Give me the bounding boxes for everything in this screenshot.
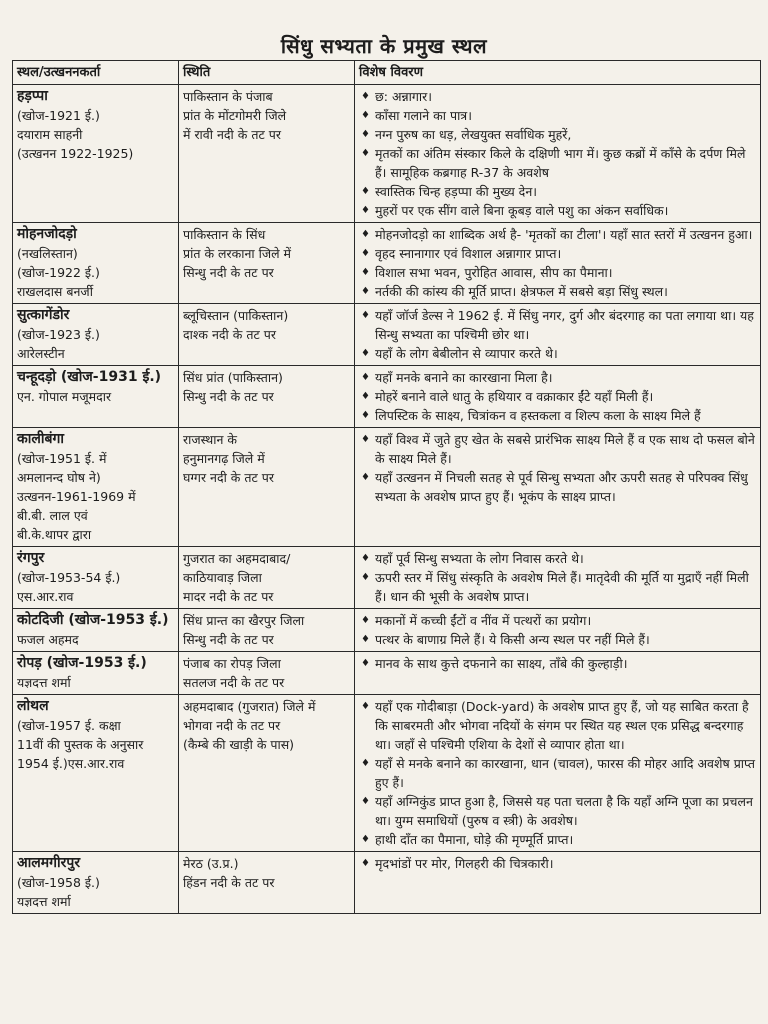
details-cell [355,223,761,304]
location-line: ब्लूचिस्तान (पाकिस्तान) [183,308,289,323]
site-info-line: यज्ञदत्त शर्मा [17,675,71,690]
site-info-line: फजल अहमद [17,632,79,647]
table-row [13,366,761,428]
table-row [13,547,761,609]
location-line: पाकिस्तान के सिंध [183,227,266,242]
site-info-line: (खोज-1951 ई. में [17,451,107,466]
details-list [359,854,756,873]
location-line: सिन्धु नदी के तट पर [183,389,274,404]
location-line: हिंडन नदी के तट पर [183,875,275,890]
detail-item: ♦ यहाँ के लोग बेबीलोन से व्यापार करते थे। [359,344,756,363]
site-info-line: (नखलिस्तान) [17,246,78,261]
site-cell [13,223,179,304]
location-line: गुजरात का अहमदाबाद/ [183,551,291,566]
site-info-line: उत्खनन-1961-1969 में [17,489,136,504]
site-name: हड़प्पा [17,88,48,104]
details-list [359,697,756,849]
table-row [13,85,761,223]
location-line: पाकिस्तान के पंजाब [183,89,273,104]
location-line: प्रांत के मोंटगोमरी जिले [183,108,287,123]
site-name: सुत्कागेंडोर [17,307,70,323]
location-line: (कैम्बे की खाड़ी के पास) [183,737,295,752]
detail-item: ♦ यहाँ अग्निकुंड प्राप्त हुआ है, जिससे यह पता चलता है कि यहाँ अग्नि पूजा का प्रचलन था। युग्म समाधियों (पुरुष व स्त्री) के अवशेष। [359,792,756,830]
detail-item: ♦ यहाँ उत्खनन में निचली सतह से पूर्व सिन्धु सभ्यता और ऊपरी सतह से परिपक्व सिंधु सभ्यता के अवशेष प्राप्त हुए हैं। भूकंप के साक्ष्य प्राप्त। [359,468,756,506]
site-cell [13,304,179,366]
detail-item: ♦ मानव के साथ कुत्ते दफनाने का साक्ष्य, ताँबे की कुल्हाड़ी। [359,654,756,673]
site-cell [13,366,179,428]
site-info-line: आरेलस्टीन [17,346,65,361]
detail-item: ♦ हाथी दाँत का पैमाना, घोड़े की मृण्मूर्ति प्राप्त। [359,830,756,849]
location-line: दाश्क नदी के तट पर [183,327,276,342]
site-info-line: बी.बी. लाल एवं [17,508,88,523]
location-cell [179,852,355,914]
site-name: कोटदिजी (खोज-1953 ई.) [17,612,169,628]
location-line: सिंध प्रान्त का खैरपुर जिला [183,613,305,628]
site-info-line: राखलदास बनर्जी [17,284,93,299]
table-row [13,304,761,366]
detail-item: ♦ वृहद स्नानागार एवं विशाल अन्नागार प्राप्त। [359,244,756,263]
detail-item: ♦ यहाँ मनके बनाने का कारखाना मिला है। [359,368,756,387]
site-info-line: यज्ञदत्त शर्मा [17,894,71,909]
table-row [13,428,761,547]
sites-table [12,60,761,914]
location-cell [179,609,355,652]
site-info-line: बी.के.थापर द्वारा [17,527,92,542]
detail-item: ♦ मोहरें बनाने वाले धातु के हथियार व वक्राकार ईंटे यहाँ मिली हैं। [359,387,756,406]
details-list [359,87,756,220]
site-cell [13,428,179,547]
site-info-line: 1954 ई.)एस.आर.राव [17,756,125,771]
site-info-line: एस.आर.राव [17,589,74,604]
table-row [13,852,761,914]
details-list [359,549,756,606]
detail-item: ♦ काँसा गलाने का पात्र। [359,106,756,125]
detail-item: ♦ छ: अन्नागार। [359,87,756,106]
site-cell [13,852,179,914]
location-cell [179,85,355,223]
location-cell [179,652,355,695]
table-row [13,652,761,695]
detail-item: ♦ मृदभांडों पर मोर, गिलहरी की चित्रकारी। [359,854,756,873]
site-info-line: (खोज-1921 ई.) [17,108,100,123]
location-cell [179,223,355,304]
location-line: सिंध प्रांत (पाकिस्तान) [183,370,283,385]
location-cell [179,547,355,609]
details-list [359,430,756,506]
site-info-line: अमलानन्द घोष ने) [17,470,101,485]
location-cell [179,428,355,547]
site-name: रंगपुर [17,550,45,566]
location-line: भोगवा नदी के तट पर [183,718,281,733]
detail-item: ♦ पत्थर के बाणाग्र मिले हैं। ये किसी अन्य स्थल पर नहीं मिले हैं। [359,630,756,649]
details-cell [355,366,761,428]
details-cell [355,304,761,366]
site-cell [13,695,179,852]
location-cell [179,366,355,428]
site-name: आलमगीरपुर [17,855,81,871]
detail-item: ♦ नग्न पुरुष का धड़, लेखयुक्त सर्वाधिक मुहरें, [359,125,756,144]
location-line: घग्गर नदी के तट पर [183,470,274,485]
detail-item: ♦ यहाँ से मनके बनाने का कारखाना, धान (चावल), फारस की मोहर आदि अवशेष प्राप्त हुए हैं। [359,754,756,792]
site-name: रोपड़ (खोज-1953 ई.) [17,655,147,671]
detail-item: ♦ ऊपरी स्तर में सिंधु संस्कृति के अवशेष मिले हैं। मातृदेवी की मूर्ति या मुद्राएँ नहीं मिली हैं। धान की भूसी के अवशेष प्राप्त। [359,568,756,606]
site-info-line: (खोज-1922 ई.) [17,265,100,280]
details-cell [355,428,761,547]
table-header-row [13,61,761,85]
location-line: राजस्थान के [183,432,237,447]
location-cell [179,304,355,366]
site-info-line: 11वीं की पुस्तक के अनुसार [17,737,144,752]
location-line: हनुमानगढ़ जिले में [183,451,265,466]
location-line: प्रांत के लरकाना जिले में [183,246,292,261]
detail-item: ♦ विशाल सभा भवन, पुरोहित आवास, सीप का पैमाना। [359,263,756,282]
location-line: अहमदाबाद (गुजरात) जिले में [183,699,316,714]
detail-item: ♦ यहाँ विश्व में जुते हुए खेत के सबसे प्रारंभिक साक्ष्य मिले हैं व एक साथ दो फसल बोने के साक्ष्य मिले हैं। [359,430,756,468]
detail-item: ♦ नर्तकी की कांस्य की मूर्ति प्राप्त। क्षेत्रफल में सबसे बड़ा सिंधु स्थल। [359,282,756,301]
location-line: मादर नदी के तट पर [183,589,274,604]
details-list [359,225,756,301]
location-line: सतलज नदी के तट पर [183,675,285,690]
table-row [13,609,761,652]
site-name: लोथल [17,698,49,714]
header-location: स्थिति [179,61,355,85]
details-list [359,368,756,425]
site-name: कालीबंगा [17,431,64,447]
site-info-line: (खोज-1953-54 ई.) [17,570,121,585]
header-site: स्थल/उत्खननकर्ता [13,61,179,85]
details-cell [355,652,761,695]
site-cell [13,609,179,652]
detail-item: ♦ मुहरों पर एक सींग वाले बिना कूबड़ वाले पशु का अंकन सर्वाधिक। [359,201,756,220]
detail-item: ♦ स्वास्तिक चिन्ह हड़प्पा की मुख्य देन। [359,182,756,201]
details-list [359,306,756,363]
site-info-line: दयाराम साहनी [17,127,83,142]
details-list [359,611,756,649]
detail-item: ♦ यहाँ एक गोदीबाड़ा (Dock-yard) के अवशेष प्राप्त हुए हैं, जो यह साबित करता है कि साबरमती और भोगवा नदियों के संगम पर स्थित यह स्थल एक प्रसिद्ध बन्दरगाह था। जहाँ से पश्चिमी एशिया के देशों से व्यापार होता था। [359,697,756,754]
detail-item: ♦ मृतकों का अंतिम संस्कार किले के दक्षिणी भाग में। कुछ कब्रों में काँसे के दर्पण मिले हैं। सामूहिक कब्रगाह R-37 के अवशेष [359,144,756,182]
details-cell [355,85,761,223]
location-line: सिन्धु नदी के तट पर [183,265,274,280]
details-cell [355,547,761,609]
detail-item: ♦ मोहनजोदड़ो का शाब्दिक अर्थ है- 'मृतकों का टीला'। यहाँ सात स्तरों में उत्खनन हुआ। [359,225,756,244]
table-row [13,695,761,852]
site-name: मोहनजोदड़ो [17,226,77,242]
detail-item: ♦ लिपस्टिक के साक्ष्य, चित्रांकन व हस्तकला व शिल्प कला के साक्ष्य मिले हैं [359,406,756,425]
site-info-line: (खोज-1957 ई. कक्षा [17,718,121,733]
details-cell [355,695,761,852]
site-cell [13,652,179,695]
detail-item: ♦ मकानों में कच्ची ईंटों व नींव में पत्थरों का प्रयोग। [359,611,756,630]
details-list [359,654,756,673]
site-name: चन्हूदड़ो (खोज-1931 ई.) [17,369,162,385]
site-info-line: (खोज-1958 ई.) [17,875,100,890]
table-row [13,223,761,304]
location-line: पंजाब का रोपड़ जिला [183,656,281,671]
details-cell [355,852,761,914]
site-cell [13,85,179,223]
location-line: सिन्धु नदी के तट पर [183,632,274,647]
details-cell [355,609,761,652]
location-line: मेरठ (उ.प्र.) [183,856,239,871]
location-cell [179,695,355,852]
site-cell [13,547,179,609]
location-line: काठियावाड़ जिला [183,570,262,585]
table-body [13,85,761,914]
location-line: में रावी नदी के तट पर [183,127,281,142]
detail-item: ♦ यहाँ जॉर्ज डेल्स ने 1962 ई. में सिंधु नगर, दुर्ग और बंदरगाह का पता लगाया था। यह सिन्धु सभ्यता का पश्चिमी छोर था। [359,306,756,344]
page-title: सिंधु सभ्यता के प्रमुख स्थल [280,34,488,58]
site-info-line: (उत्खनन 1922-1925) [17,146,134,161]
site-info-line: एन. गोपाल मजूमदार [17,389,112,404]
detail-item: ♦ यहाँ पूर्व सिन्धु सभ्यता के लोग निवास करते थे। [359,549,756,568]
site-info-line: (खोज-1923 ई.) [17,327,100,342]
header-details: विशेष विवरण [355,61,761,85]
